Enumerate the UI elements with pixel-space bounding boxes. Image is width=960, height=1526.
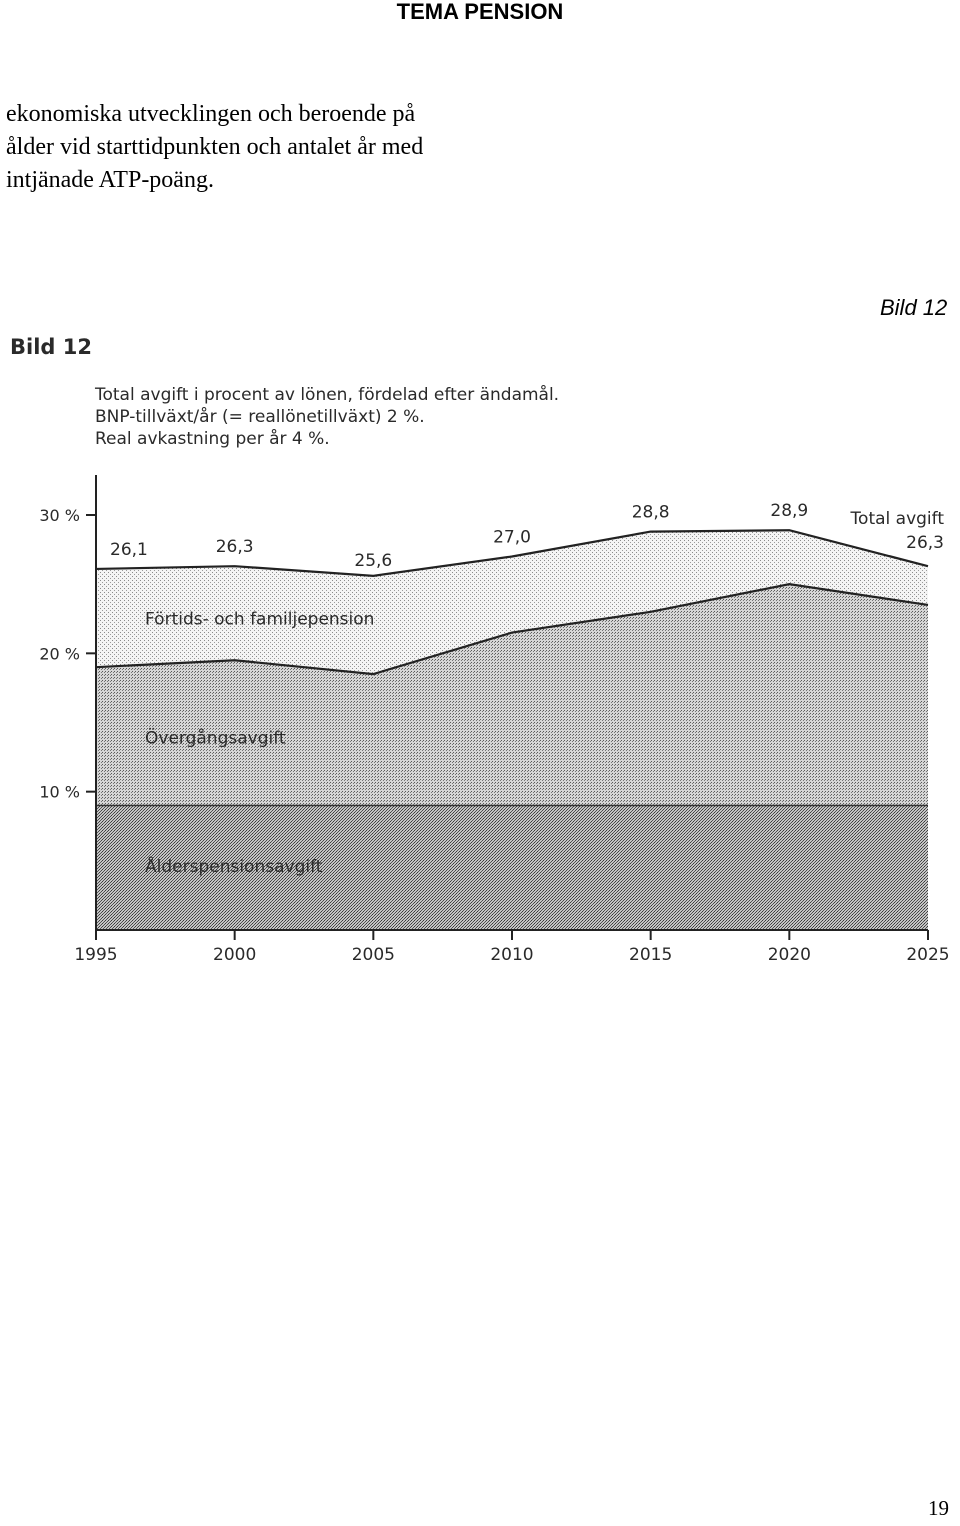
pension-fee-area-chart [0,320,960,1000]
chart-subtitle-line: Total avgift i procent av lönen, fördelad efter ändamål. [95,385,560,405]
data-label: 26,3 [215,537,254,558]
x-tick-label: 2015 [629,945,673,965]
chart-subtitle-line: BNP-tillväxt/år (= reallönetillväxt) 2 %. [95,407,425,427]
chart-title: Bild 12 [10,335,92,359]
total-series-label: Total avgift [850,509,944,530]
series-name-label: Övergångsavgift [145,728,286,749]
y-tick-label: 30 % [39,506,80,525]
x-tick-label: 1995 [74,945,118,965]
data-label: 26,1 [110,539,148,560]
figure-corner-label: Bild 12 [880,295,948,320]
y-tick-label: 10 % [39,782,80,802]
data-label: 28,8 [631,502,670,523]
x-tick-label: 2020 [767,945,811,965]
data-label: 25,6 [354,550,393,571]
series-name-label: Förtids- och familjepension [145,609,375,630]
intro-text [6,98,526,197]
x-tick-label: 2025 [906,945,950,965]
data-label: 26,3 [906,533,944,554]
chart-subtitle-line: Real avkastning per år 4 %. [95,429,330,449]
data-label: 28,9 [770,501,809,522]
intro-line: intjänade ATP-poäng. [6,167,214,193]
intro-line: ålder vid starttidpunkten och antalet år med [6,134,424,160]
data-label: 27,0 [493,527,531,548]
x-tick-label: 2005 [351,945,395,965]
intro-line: ekonomiska utvecklingen och beroende på [6,101,416,127]
page-number: 19 [928,1496,949,1520]
x-tick-label: 2000 [213,945,257,965]
y-tick-label: 20 % [39,644,80,664]
page-header-title: TEMA PENSION [396,0,564,24]
series-name-label: Ålderspensionsavgift [145,856,323,877]
x-tick-label: 2010 [490,945,534,965]
